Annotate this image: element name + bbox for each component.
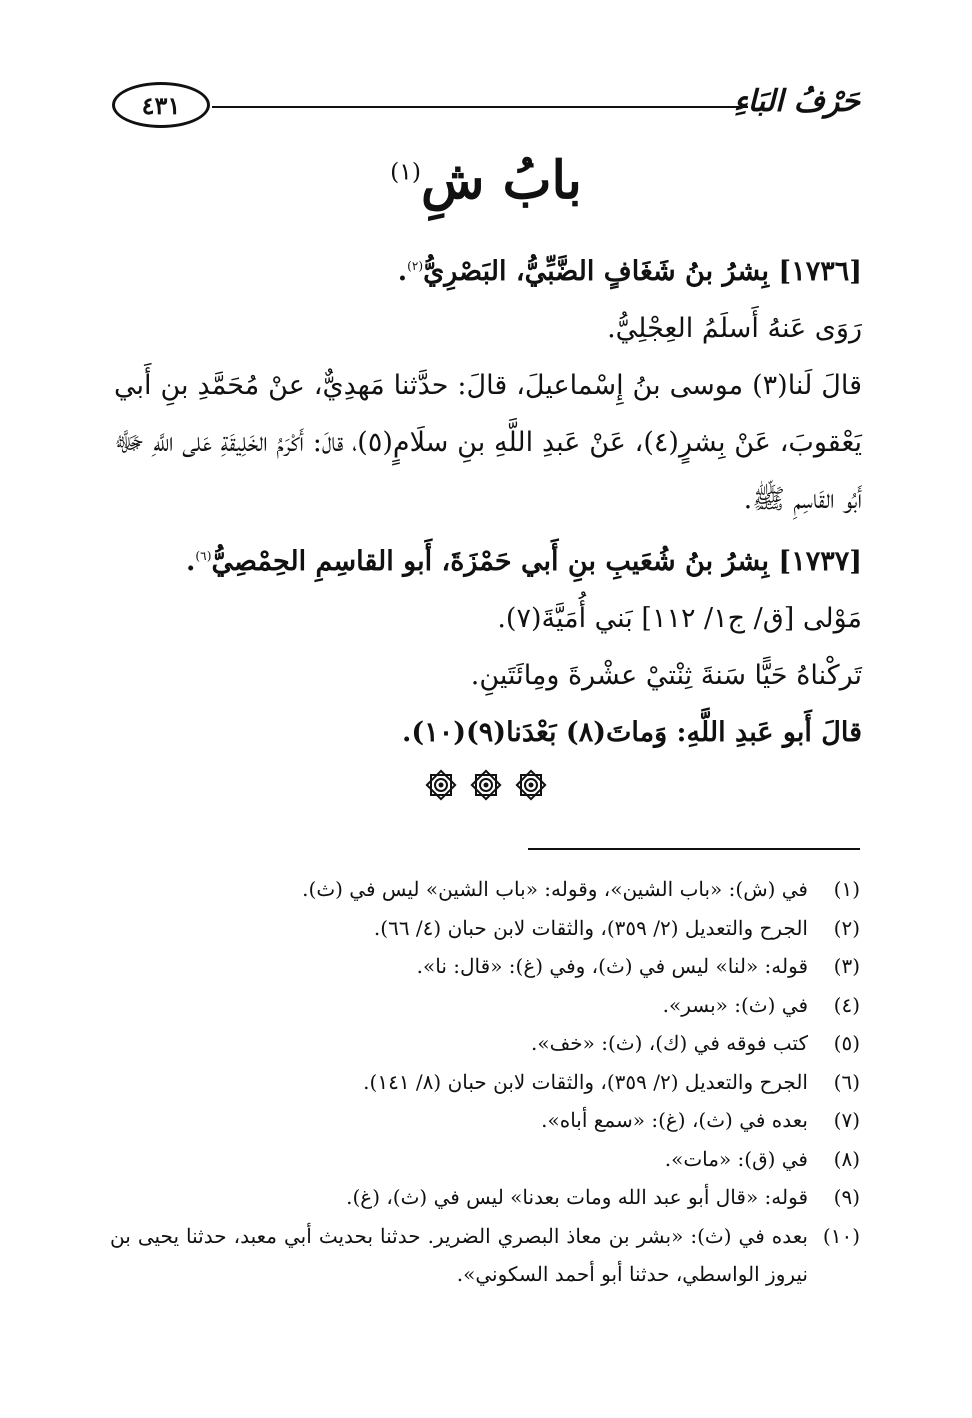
footnote-text: الجرح والتعديل (٢/ ٣٥٩)، والثقات لابن حبان (٤/ ٦٦). — [373, 915, 808, 940]
footnote — [110, 1101, 860, 1140]
footnote-number: (٤) — [833, 992, 860, 1017]
star-ornament-icon — [469, 768, 503, 802]
footnote-rule — [528, 848, 860, 850]
footnote-number: (٨) — [833, 1146, 860, 1171]
footnote-text: قوله: «قال أبو عبد الله ومات بعدنا» ليس في (ث)، (غ). — [346, 1185, 808, 1209]
page-number-badge — [112, 82, 210, 128]
footnote-number: (١) — [833, 877, 860, 901]
footnote — [110, 986, 860, 1025]
footnote — [110, 1024, 860, 1063]
star-ornament-icon — [424, 768, 458, 802]
entry-line: مَوْلى [ق/ ج١/ ١١٢] بَني أُمَيَّةَ(٧). — [497, 603, 862, 634]
section-ornaments — [0, 768, 972, 806]
chapter-title-note: (١) — [390, 157, 421, 186]
page-header — [112, 82, 860, 132]
footnote-text: في (ث): «بسر». — [662, 992, 808, 1017]
footnote-number: (٩) — [833, 1185, 860, 1209]
footnote — [110, 909, 860, 948]
entry-line: قالَ أَبو عَبدِ اللَّهِ: وَماتَ(٨) بَعْدَنا(٩)(١٠). — [402, 717, 862, 748]
footnote-number: (٥) — [833, 1031, 860, 1055]
footnote — [110, 1178, 860, 1217]
footnote-number: (٢) — [833, 915, 860, 940]
entry-line: قالَ لَنا(٣) موسى بنُ إِسْماعيلَ، قالَ: حدَّثنا مَهدِيٌّ، عنْ مُحَمَّدِ بنِ أَبي يَعْقوبَ، عَنْ بِشرٍ(٤)، عَنْ عَبدِ اللَّهِ بنِ سلَامٍ(٥)، قالَ: أَكْرَمُ الخَلِيقَةِ عَلى اللَّهِ ﷻ أَبُو القَاسِمِ ﷺ. — [114, 370, 863, 515]
footnote-text: بعده في (ث)، (غ): «سمع أباه». — [541, 1108, 808, 1132]
footnote-number: (٣) — [833, 954, 860, 978]
entry-heading — [114, 238, 862, 300]
star-ornament-icon — [514, 768, 548, 802]
entry-heading-text: [١٧٣٧] بِشرُ بنُ شُعَيبِ بنِ أَبي حَمْزَةَ، أَبو القاسِمِ الحِمْصِيُّ — [211, 546, 862, 577]
entry-heading-tail: . — [397, 256, 408, 287]
page-number: ٤٣١ — [141, 90, 181, 120]
header-rule — [212, 106, 748, 108]
entry-heading-note: (٢) — [407, 259, 424, 273]
footnote-text: بعده في (ث): «بشر بن معاذ البصري الضرير. حدثنا بحديث أبي معبد، حدثنا يحيى بن نيروز الواسطي، حدثنا أبو أحمد السكوني». — [110, 1223, 808, 1286]
footnote-number: (٧) — [833, 1108, 860, 1132]
footnotes — [110, 870, 860, 1294]
footnote-number: (٦) — [833, 1069, 860, 1094]
footnote-text: قوله: «لنا» ليس في (ث)، وفي (غ): «قال: نا». — [416, 954, 808, 978]
footnote-text: كتب فوقه في (ك)، (ث): «خف». — [530, 1031, 808, 1055]
footnote — [110, 1217, 860, 1294]
entry-line: رَوَى عَنهُ أَسلَمُ العِجْلِيُّ. — [607, 313, 862, 344]
footnote — [110, 1140, 860, 1179]
running-head: حَرْفُ البَاءِ — [733, 84, 860, 119]
footnote — [110, 947, 860, 986]
footnote — [110, 1063, 860, 1102]
footnote-text: الجرح والتعديل (٢/ ٣٥٩)، والثقات لابن حبان (٨/ ١٤١). — [363, 1069, 808, 1094]
footnote-text: في (ش): «باب الشين»، وقوله: «باب الشين» ليس في (ث). — [302, 877, 808, 901]
entry-heading-note: (٦) — [195, 549, 212, 563]
entry-line: تَركْناهُ حَيًّا سَنةَ ثِنْتيْ عشْرةَ ومِائَتَينِ. — [470, 660, 862, 691]
footnote-text: في (ق): «مات». — [664, 1146, 808, 1171]
footnote-number: (١٠) — [822, 1223, 860, 1248]
entry-heading-text: [١٧٣٦] بِشرُ بنُ شَغَافٍ الضَّبِّيُّ، البَصْرِيُّ — [423, 256, 862, 287]
entry-heading — [114, 528, 862, 590]
chapter-title — [0, 150, 972, 211]
chapter-title-text: بابُ شِ — [421, 150, 582, 211]
entry-heading-tail: . — [186, 546, 196, 577]
footnote — [110, 870, 860, 909]
main-text — [114, 238, 862, 761]
